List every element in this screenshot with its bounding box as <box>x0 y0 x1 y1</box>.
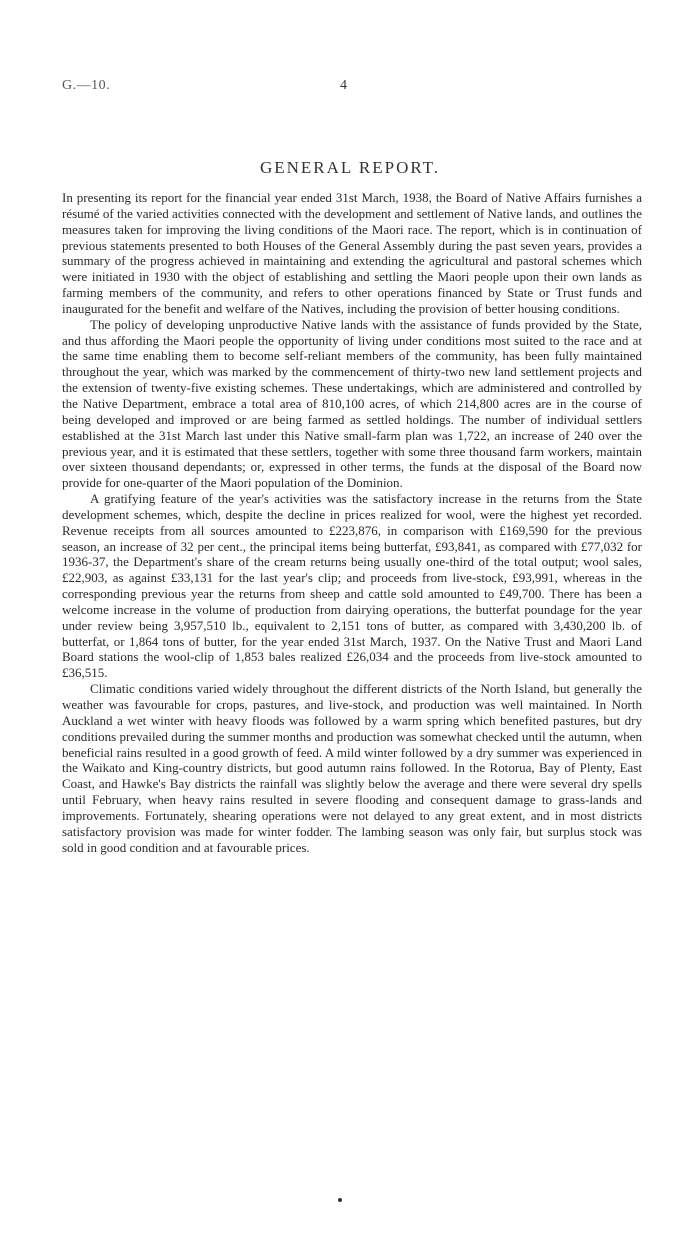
paragraph-intro: In presenting its report for the financial year ended 31st March, 1938, the Board of Native Affairs furnishes a résumé of the varied activities connected with the development and settlement of Native lands, and outlines the measures taken for improving the living conditions of the Maori race. The report, which is in continuation of previous statements presented to both Houses of the General Assembly during the past seven years, provides a summary of the progress achieved in maintaining and extending the agricultural and pastoral schemes which were initiated in 1930 with the object of establishing and settling the Maori people upon their own lands as farming members of the community, and refers to other operations financed by State or Trust funds and inaugurated for the benefit and welfare of the Natives, including the provision of better housing conditions. <box>62 190 642 316</box>
paragraph-revenue: A gratifying feature of the year's activities was the satisfactory increase in the returns from the State development schemes, which, despite the decline in prices realized for wool, were the highest yet recorded. Revenue receipts from all sources amounted to £223,876, in comparison with £169,590 for the previous season, an increase of 32 per cent., the principal items being butterfat, £93,841, as compared with £77,032 for 1936-37, the Department's share of the cream returns being usually one-third of the total output; wool sales, £22,903, as against £33,131 for the last year's clip; and proceeds from live-stock, £93,991, whereas in the corresponding previous year the returns from sheep and cattle sold amounted to £49,700. There has been a welcome increase in the volume of production from dairying operations, the butterfat poundage for the year under review being 3,957,510 lb., equivalent to 2,151 tons of butter, as compared with 3,430,200 lb. of butterfat, or 1,864 tons of butter, for the year ended 31st March, 1937. On the Native Trust and Maori Land Board stations the wool-clip of 1,853 bales realized £26,034 and the proceeds from live-stock amounted to £36,515. <box>62 491 642 681</box>
paragraph-land-development: The policy of developing unproductive Native lands with the assistance of funds provided by the State, and thus affording the Maori people the opportunity of living under conditions most suited to the race and at the same time enabling them to become self-reliant members of the community, has been fully maintained throughout the year, which was marked by the commencement of thirty-two new land settlement projects and the extension of twenty-five existing schemes. These undertakings, which are administered and controlled by the Native Department, embrace a total area of 810,100 acres, of which 214,800 acres are in the course of being developed and improved or are being farmed as settled holdings. The number of individual settlers established at the 31st March last under this Native small-farm plan was 1,722, an increase of 240 over the previous year, and it is estimated that these settlers, together with some three thousand farm workers, maintain over sixteen thousand dependants; or, expressed in other terms, the funds at the disposal of the Board now provide for one-quarter of the Maori population of the Dominion. <box>62 316 642 491</box>
document-reference: G.—10. <box>62 78 111 93</box>
report-title: GENERAL REPORT. <box>259 158 441 177</box>
report-body <box>62 190 642 855</box>
page-number: 4 <box>340 78 347 93</box>
page-mark <box>338 1198 342 1202</box>
page-header <box>0 78 700 98</box>
paragraph-climate: Climatic conditions varied widely throughout the different districts of the North Island, but generally the weather was favourable for crops, pastures, and live-stock, and production was well maintained. In North Auckland a wet winter with heavy floods was followed by a warm spring which benefited pastures, but dry conditions prevailed during the summer months and production was somewhat checked until the autumn, when beneficial rains resulted in a good growth of feed. A mild winter followed by a dry summer was experienced in the Waikato and King-country districts, but good autumn rains followed. In the Rotorua, Bay of Plenty, East Coast, and Hawke's Bay districts the rainfall was slightly below the average and there were several dry spells until February, when heavy rains resulted in severe flooding and consequent damage to grass-lands and improvements. Fortunately, shearing operations were not delayed to any great extent, and in most districts satisfactory provision was made for winter fodder. The lambing season was only fair, but surplus stock was sold in good condition and at favourable prices. <box>62 681 642 855</box>
